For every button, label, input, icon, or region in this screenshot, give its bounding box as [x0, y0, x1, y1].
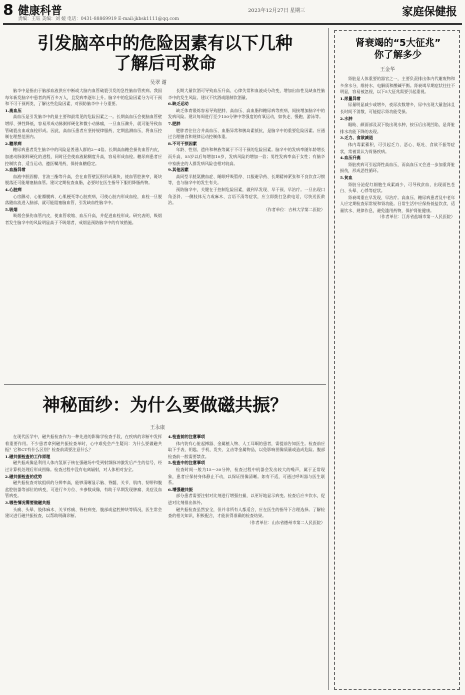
paragraph: 部分患者需要注射对比剂进行增强扫描，以更好地显示病变。检查后应多饮水，促进对比剂排出体外。: [168, 493, 325, 505]
sidebar-title: [340, 38, 456, 62]
paragraph: 高同型半胱氨酸血症、睡眠呼吸暂停、口服避孕药、长期精神紧张和不良饮食习惯等，也与脑卒中的发生有关。: [168, 173, 325, 186]
subheading: 9.其他因素: [168, 167, 189, 173]
article-divider: [4, 384, 326, 385]
subheading: 1.磁共振检查的工作原理: [5, 453, 51, 459]
paragraph: 预防脑卒中，关键在于控制危险因素，做到早发现、早干预、早治疗。一旦出现口角歪斜、一侧肢体无力或麻木、言语不清等症状，应立即拨打急救电话，尽快送医救治。: [168, 186, 325, 206]
subheading: 1.高血压: [5, 107, 22, 113]
subheading: 6.增强磁共振: [168, 486, 193, 492]
subheading: 5.检查中的注意事项: [168, 460, 206, 466]
paragraph: 头痛、头晕、肢体麻木、关节疼痛、脊柱病变、腹部或盆腔肿块等情况，医生常会建议进行磁共振检查，以帮助明确诊断。: [5, 506, 162, 519]
section-name: 健康科普: [18, 4, 62, 17]
article1-title-line1: 引发脑卒中的危险因素有以下几种: [37, 34, 293, 54]
sidebar-title-line1: 肾衰竭的“5大征兆”: [355, 38, 441, 49]
article2-author: 王永康: [150, 425, 166, 431]
subheading: 2.糖尿病: [5, 140, 22, 146]
paragraph: 血液中胆固醇、甘油三酯等升高，会在血管壁沉积形成斑块，使血管腔狭窄，斑块脱落还可能堵塞脑血管。建议定期检查血脂，必要时在医生指导下服用降脂药物。: [5, 173, 162, 186]
paragraph: 肾衰竭重在早发现、早治疗。高血压、糖尿病患者及中老年人应定期检查尿常规和肾功能。日常生活中应保持低盐饮食、适量饮水、规律作息，避免滥用药物，保护肾脏健康。: [340, 194, 455, 213]
paragraph: 高血压是引发脑卒中的最主要和最常见的危险因素之一。长期高血压会使脑血管壁增厚、弹性降低，容易形成动脉粥样硬化和微小动脉瘤，一旦血压骤升，就可能导致血管破裂出血或血栓形成。因此，高血压患者应坚持规律服药，定期监测血压，将血压控制在理想范围内。: [5, 114, 162, 140]
article1-column-2: [168, 88, 325, 380]
subheading: 2.水肿: [340, 115, 353, 121]
subheading: 2.磁共振检查的优势: [5, 473, 43, 479]
article1-title: [4, 34, 326, 75]
paragraph: 脑卒中是指由于脑部血液供应中断或大脑内血管破裂引发的急性脑血管疾病。我国每年新发脑卒中患者约两百多万人，且发病率逐年上升。脑卒中的危险因素分为可干预和不可干预两类，了解这些危险因素，对预防脑卒中十分重要。: [5, 88, 162, 107]
paragraph: 肥胖者往往合并高血压、血脂异常和胰岛素抵抗，是脑卒中的重要危险因素。应通过合理膳食和规律运动控制体重。: [168, 127, 325, 140]
sidebar-title-line2: 你了解多少: [374, 50, 422, 61]
editor-info: 责编：王钰 美编：刘 媛 电话：0431-88869919 E-mail:jkbsk1111@qq.com: [18, 17, 180, 22]
subheading: 3.哪些情况需要做磁共振: [5, 499, 51, 505]
subheading: 4.检查前的注意事项: [168, 434, 206, 439]
paragraph: 体内毒素蓄积，可引起乏力、恶心、呕吐、食欲不振等症状，常被误认为胃肠疾病。: [340, 141, 455, 154]
paragraph: 糖尿病患者发生脑卒中的风险是普通人群的2～4倍。长期高血糖会损伤血管内皮，加速动脉粥样硬化的进程，同时还会使血液黏稠度升高，容易形成血栓。糖尿病患者应控制饮食、适当运动、遵医嘱用药，保持血糖稳定。: [5, 147, 162, 166]
subheading: 4.心脏病: [5, 186, 22, 192]
article2-title: 神秘面纱：为什么要做磁共振？: [42, 396, 288, 416]
subheading: 6.缺乏运动: [168, 101, 189, 107]
paragraph: 眼睑、颜面部及双下肢出现水肿，按压后出现凹陷，是肾脏排水功能下降的表现。: [340, 122, 455, 134]
author-affiliation: （作者单位：江苏省盐城市第一人民医院）: [377, 214, 455, 220]
paragraph: 缺乏体育锻炼容易导致肥胖、高血压、高血脂和糖尿病等疾病，间接增加脑卒中的发病风险。建议每周进行至少150分钟中等强度的有氧运动，如快走、慢跑、游泳等。: [168, 107, 325, 120]
subheading: 3.血脂异常: [5, 167, 26, 173]
paragraph: 检查时间一般为15～30分钟，检查过程中机器会发出较大的噪声，属于正常现象，患者应保持身体静止不动，以保证图像清晰。如有不适，可通过呼叫器与医生联系。: [168, 466, 325, 486]
article1-author: 吴翠 谢: [150, 80, 167, 86]
page-header: [0, 0, 465, 22]
paragraph: 肾脏是人体重要的器官之一，主要负责排出体内代谢废物和多余水分，维持水、电解质和酸碱平衡。肾衰竭早期症状往往不明显，容易被忽视，以下5大征兆需要引起重视。: [340, 76, 455, 95]
paragraph: 磁共振检查对软组织的分辨率高，能够清晰显示脑、脊髓、关节、肌肉、韧带和腹盆腔脏器等部位的病变，可进行多方位、多参数成像，有助于早期发现肿瘤、炎症及血管病变。: [5, 480, 162, 499]
subheading: 7.肥胖: [168, 120, 181, 126]
paragraph: 磁共振检查虽然安全，但并非所有人都适合，应在医生的指导下合理选择。了解检查的相关知识，积极配合，才能获得准确的检查结果。: [168, 506, 325, 519]
subheading: 8.不可干预因素: [168, 140, 197, 146]
paragraph: 长期大量饮酒可导致血压升高、心律失常和血液成分改变，增加出血性及缺血性脑卒中的发生风险。建议不饮酒或限制饮酒量。: [168, 88, 325, 100]
paragraph: 磁共振成像是利用人体内氢原子核在强磁场中受到射频脉冲激发后产生的信号，经过计算机处理后形成图像。检查过程中没有电离辐射，对人体相对安全。: [5, 460, 162, 472]
paragraph: 肾脏疾病可引起肾性高血压，而高血压又会进一步加重肾脏损伤，形成恶性循环。: [340, 161, 455, 174]
article2-column-1: [5, 434, 162, 690]
paragraph: 吸烟会损伤血管内皮，使血管收缩、血压升高，并促进血栓形成。研究表明，吸烟者发生脑卒中的风险明显高于不吸烟者，戒烟是预防脑卒中的有效措施。: [5, 213, 162, 225]
paragraph: 心房颤动、心脏瓣膜病、心肌梗死等心脏疾病，可使心脏内形成血栓，血栓一旦脱落随血流进入脑部，就可能阻塞脑血管，引发缺血性脑卒中。: [5, 193, 162, 206]
subheading: 3.乏力、食欲减退: [340, 135, 373, 141]
paragraph: 肾脏分泌促红细胞生成素减少，可导致贫血，出现面色苍白、头晕、心悸等症状。: [340, 181, 455, 194]
sidebar-body: [340, 76, 455, 686]
article1-column-1: [5, 88, 162, 380]
paragraph: 在现代医学中，磁共振检查作为一种先进的影像学检查手段，在疾病的诊断中发挥着重要作用。不少患者拿到磁共振检查单时，心中难免会产生疑问：为什么要做磁共振？它和CT有什么区别？检查前需要注意什么？: [5, 434, 162, 453]
article2-column-2: [168, 434, 325, 690]
newspaper-name: 家庭保健报: [402, 5, 457, 18]
paragraph: 体内装有心脏起搏器、金属植入物、人工耳蜗的患者，需提前告知医生。检查前应取下手表、钥匙、手机、发夹、义齿等金属物品，以免影响图像质量或造成危险。腹部检查前一般需要禁食。: [168, 440, 325, 459]
author-affiliation: （作者单位：山东省德州市第二人民医院）: [247, 519, 325, 525]
author-affiliation: （作者单位：吉林大学第二医院）: [263, 206, 325, 212]
subheading: 1.尿量异常: [340, 95, 361, 101]
column-divider: [328, 28, 329, 690]
header-rule: [3, 23, 462, 25]
paragraph: 尿量明显减少或增多，夜尿次数增多，尿中出现大量泡沫且长时间不消散，可能提示肾功能受损。: [340, 102, 455, 114]
paragraph: 年龄、性别、遗传和种族等属于不可干预的危险因素。脑卒中的发病率随年龄增长而升高，55岁以后每增加10岁，发病风险约增加一倍；男性发病率高于女性；有脑卒中家族史的人群发病风险也相对较高。: [168, 147, 325, 166]
sidebar-author: 王金华: [380, 67, 396, 73]
issue-date: 2023年12月27日 星期三: [248, 8, 306, 14]
subheading: 5.贫血: [340, 174, 353, 180]
article1-title-line2: 了解后可救命: [114, 54, 216, 75]
page-number: 8: [3, 1, 14, 19]
subheading: 5.吸烟: [5, 206, 18, 212]
subheading: 4.血压升高: [340, 155, 361, 161]
